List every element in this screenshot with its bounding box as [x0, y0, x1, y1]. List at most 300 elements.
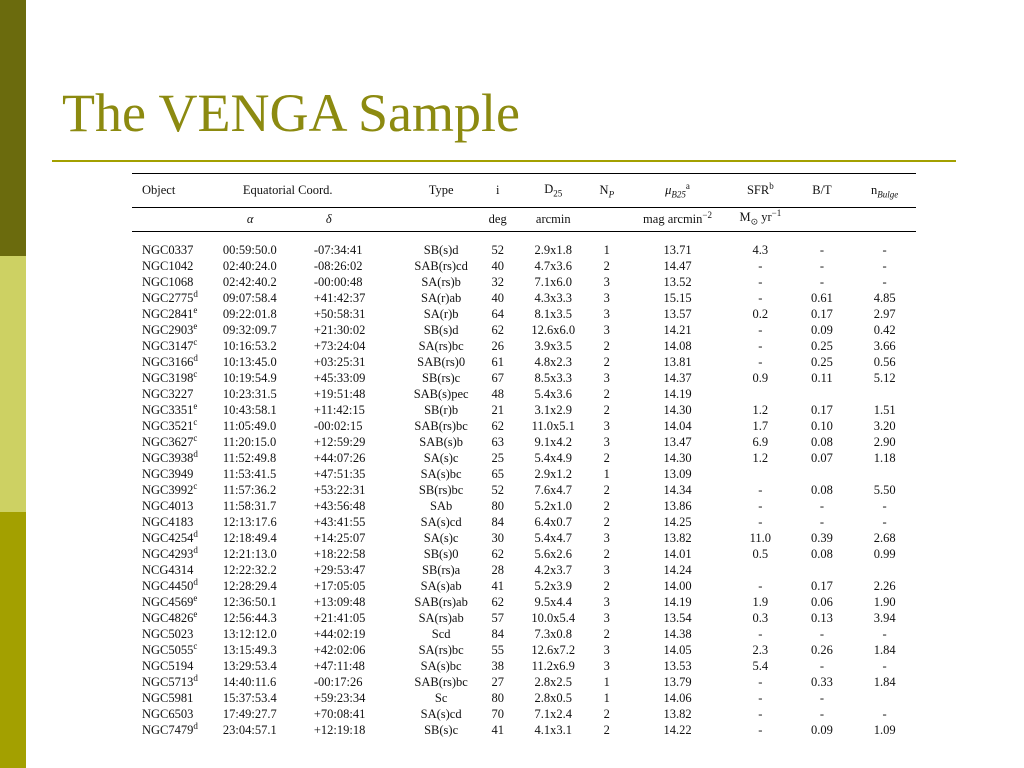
object-name: NGC5194 — [142, 659, 194, 673]
cell-type: SA(rs)ab — [418, 611, 464, 625]
cell-object — [132, 306, 223, 322]
units-object-empty — [132, 207, 223, 231]
cell-mu: 14.37 — [663, 371, 692, 385]
cell-sfr: - — [758, 483, 763, 497]
object-name: NGC3992 — [142, 483, 194, 497]
cell-d25: 9.1x4.2 — [534, 435, 573, 449]
cell-type: SA(s)bc — [420, 659, 462, 673]
cell-ra: 12:22:32.2 — [222, 563, 277, 577]
cell-ra: 02:42:40.2 — [222, 275, 277, 289]
cell-np: 1 — [603, 243, 610, 257]
cell-ra: 11:05:49.0 — [222, 419, 277, 433]
cell-np: 3 — [603, 371, 610, 385]
cell-ra: 13:15:49.3 — [222, 643, 277, 657]
cell-ra: 17:49:27.7 — [222, 707, 277, 721]
cell-dec: +42:02:06 — [313, 643, 366, 657]
cell-dec: +41:42:37 — [313, 291, 366, 305]
units-alpha: α — [246, 211, 254, 226]
object-name: NGC4569 — [142, 595, 194, 609]
cell-object — [132, 546, 223, 562]
cell-np: 2 — [603, 387, 610, 401]
cell-mu: 14.30 — [663, 403, 692, 417]
cell-type: SAB(rs)cd — [414, 259, 468, 273]
cell-ra: 09:32:09.7 — [222, 323, 277, 337]
cell-nbulge: 4.85 — [873, 291, 896, 305]
cell-sfr: - — [758, 675, 763, 689]
cell-ra: 12:21:13.0 — [222, 547, 277, 561]
cell-bt: 0.07 — [811, 451, 833, 465]
cell-sfr: 6.9 — [752, 435, 769, 449]
cell-type: Scd — [431, 627, 451, 641]
table-row — [132, 642, 916, 658]
cell-dec: +53:22:31 — [313, 483, 366, 497]
sidebar-segment-mid — [0, 512, 26, 768]
cell-type: SB(s)d — [423, 243, 459, 257]
cell-ra: 00:59:50.0 — [222, 243, 277, 257]
cell-d25: 4.8x2.3 — [534, 355, 573, 369]
cell-object — [132, 578, 223, 594]
cell-np: 2 — [603, 515, 610, 529]
cell-object — [132, 482, 223, 498]
cell-mu: 13.09 — [663, 467, 692, 481]
col-header-d25 — [518, 173, 589, 207]
cell-object — [132, 418, 223, 434]
col-header-mu — [625, 173, 730, 207]
object-name: NGC5713 — [142, 675, 194, 689]
object-note-superscript: c — [193, 640, 198, 651]
cell-object — [132, 722, 223, 738]
table-row — [132, 338, 916, 354]
table-row — [132, 546, 916, 562]
table-row — [132, 498, 916, 514]
object-name: NCG4314 — [142, 563, 194, 577]
cell-object — [132, 258, 223, 274]
cell-nbulge: 2.68 — [873, 531, 896, 545]
cell-nbulge — [853, 466, 916, 482]
cell-bt: - — [819, 707, 825, 721]
cell-mu: 14.19 — [663, 387, 692, 401]
object-name: NGC1068 — [142, 275, 194, 289]
table-row — [132, 578, 916, 594]
cell-dec: +43:41:55 — [313, 515, 366, 529]
cell-d25: 4.1x3.1 — [534, 723, 573, 737]
object-note-superscript: c — [193, 480, 198, 491]
cell-dec: +12:19:18 — [313, 723, 366, 737]
cell-object — [132, 386, 223, 402]
cell-object — [132, 562, 223, 578]
cell-d25: 10.0x5.4 — [531, 611, 576, 625]
cell-np: 3 — [603, 531, 610, 545]
col-header-object: Object — [142, 182, 176, 197]
cell-dec: +73:24:04 — [313, 339, 366, 353]
cell-object — [132, 610, 223, 626]
cell-sfr: 5.4 — [752, 659, 769, 673]
object-note-superscript: c — [193, 416, 198, 427]
cell-np: 2 — [603, 403, 610, 417]
cell-sfr: 1.2 — [752, 403, 769, 417]
cell-bt: 0.09 — [811, 323, 833, 337]
cell-mu: 13.53 — [663, 659, 692, 673]
object-name: NGC4013 — [142, 499, 194, 513]
cell-sfr: - — [758, 323, 763, 337]
cell-ra: 09:22:01.8 — [222, 307, 277, 321]
units-i: deg — [488, 211, 507, 226]
cell-d25: 3.9x3.5 — [534, 339, 573, 353]
cell-ra: 10:13:45.0 — [222, 355, 277, 369]
cell-type: SB(s)c — [424, 723, 459, 737]
sfr-unit-superscript: −1 — [771, 208, 782, 219]
sfr-unit-sun: ⊙ — [750, 216, 759, 227]
cell-sfr: - — [758, 259, 763, 273]
cell-np: 3 — [603, 435, 610, 449]
units-sfr — [730, 207, 791, 231]
cell-sfr: - — [758, 627, 763, 641]
cell-inclination: 84 — [491, 627, 504, 641]
cell-type: SB(rs)bc — [418, 483, 464, 497]
units-delta: δ — [325, 211, 332, 226]
cell-bt: 0.39 — [811, 531, 833, 545]
cell-object — [132, 338, 223, 354]
cell-d25: 8.5x3.3 — [534, 371, 573, 385]
cell-object — [132, 498, 223, 514]
cell-d25: 9.5x4.4 — [534, 595, 573, 609]
object-note-superscript: c — [193, 432, 198, 443]
cell-np: 3 — [603, 563, 610, 577]
table-row — [132, 386, 916, 402]
cell-mu: 13.71 — [663, 243, 692, 257]
cell-inclination: 41 — [491, 723, 504, 737]
cell-inclination: 52 — [491, 243, 504, 257]
cell-sfr: 1.9 — [752, 595, 769, 609]
cell-sfr: - — [758, 723, 763, 737]
table-row — [132, 706, 916, 722]
cell-ra: 11:20:15.0 — [222, 435, 277, 449]
cell-bt: 0.08 — [811, 483, 833, 497]
cell-inclination: 62 — [491, 419, 504, 433]
units-type-empty — [405, 207, 478, 231]
object-note-superscript: e — [193, 320, 198, 331]
table-row — [132, 274, 916, 290]
cell-bt: - — [819, 659, 825, 673]
cell-d25: 5.2x3.9 — [534, 579, 573, 593]
cell-nbulge: 0.56 — [873, 355, 896, 369]
cell-d25: 7.3x0.8 — [534, 627, 573, 641]
cell-ra: 12:13:17.6 — [222, 515, 277, 529]
cell-bt: - — [819, 691, 825, 705]
cell-d25: 8.1x3.5 — [534, 307, 573, 321]
cell-inclination: 52 — [491, 483, 504, 497]
col-header-nbulge — [853, 173, 916, 207]
sfr-superscript: b — [769, 180, 774, 191]
cell-object — [132, 322, 223, 338]
cell-np: 2 — [603, 547, 610, 561]
table-row — [132, 242, 916, 258]
object-name: NGC3147 — [142, 339, 194, 353]
cell-nbulge: 1.09 — [873, 723, 896, 737]
cell-dec: +13:09:48 — [313, 595, 366, 609]
cell-dec: +11:42:15 — [313, 403, 365, 417]
cell-inclination: 38 — [491, 659, 504, 673]
cell-bt: 0.17 — [811, 579, 833, 593]
cell-inclination: 25 — [491, 451, 504, 465]
cell-sfr: - — [758, 707, 763, 721]
object-name: NGC5023 — [142, 627, 194, 641]
cell-ra: 11:58:31.7 — [222, 499, 277, 513]
table-row — [132, 402, 916, 418]
cell-np: 2 — [603, 627, 610, 641]
cell-inclination: 80 — [491, 499, 504, 513]
cell-dec: -08:26:02 — [313, 259, 363, 273]
title-underline — [52, 160, 956, 162]
cell-d25: 12.6x7.2 — [531, 643, 576, 657]
object-note-superscript: e — [193, 608, 198, 619]
object-name: NGC3627 — [142, 435, 194, 449]
object-name: NGC3949 — [142, 467, 194, 481]
cell-nbulge: - — [882, 707, 887, 721]
cell-bt: - — [819, 627, 825, 641]
cell-sfr: 0.2 — [752, 307, 769, 321]
object-name: NGC4450 — [142, 579, 194, 593]
cell-sfr: 4.3 — [752, 243, 769, 257]
cell-sfr: - — [758, 515, 763, 529]
cell-sfr: - — [758, 339, 763, 353]
np-subscript: P — [608, 189, 615, 199]
cell-type: SB(rs)c — [422, 371, 461, 385]
table-row — [132, 562, 916, 578]
cell-sfr: 0.3 — [752, 611, 769, 625]
cell-dec: +59:23:34 — [313, 691, 366, 705]
cell-object — [132, 242, 223, 258]
nbulge-label: n — [871, 182, 878, 197]
cell-bt: 0.08 — [811, 547, 833, 561]
table-row — [132, 434, 916, 450]
cell-bt: 0.10 — [811, 419, 833, 433]
cell-type: Sc — [434, 691, 448, 705]
cell-bt: - — [819, 259, 825, 273]
object-note-superscript: e — [193, 400, 198, 411]
cell-ra: 13:12:12.0 — [222, 627, 277, 641]
object-name: NGC7479 — [142, 723, 194, 737]
cell-np: 3 — [603, 323, 610, 337]
cell-object — [132, 290, 223, 306]
cell-np: 2 — [603, 499, 610, 513]
cell-ra: 11:57:36.2 — [222, 483, 277, 497]
object-note-superscript: d — [193, 448, 198, 459]
cell-np: 2 — [603, 707, 610, 721]
table-row — [132, 482, 916, 498]
cell-inclination: 67 — [491, 371, 504, 385]
cell-ra: 12:28:29.4 — [222, 579, 277, 593]
cell-inclination: 28 — [491, 563, 504, 577]
col-header-type: Type — [428, 182, 454, 197]
cell-inclination: 64 — [491, 307, 504, 321]
units-bt-empty — [791, 207, 854, 231]
d25-subscript: 25 — [553, 188, 563, 199]
cell-inclination: 32 — [491, 275, 504, 289]
cell-dec: +44:07:26 — [313, 451, 366, 465]
cell-ra: 10:16:53.2 — [222, 339, 277, 353]
cell-object — [132, 274, 223, 290]
cell-d25: 2.9x1.8 — [534, 243, 573, 257]
cell-d25: 2.8x2.5 — [534, 675, 573, 689]
table-row — [132, 258, 916, 274]
cell-np: 2 — [603, 579, 610, 593]
cell-nbulge: 0.42 — [873, 323, 896, 337]
cell-np: 3 — [603, 419, 610, 433]
cell-object — [132, 706, 223, 722]
object-name: NGC5055 — [142, 643, 194, 657]
cell-nbulge: 1.84 — [873, 643, 896, 657]
cell-inclination: 21 — [491, 403, 504, 417]
cell-ra: 11:53:41.5 — [222, 467, 277, 481]
cell-mu: 14.01 — [663, 547, 692, 561]
cell-object — [132, 402, 223, 418]
cell-d25: 2.8x0.5 — [534, 691, 573, 705]
cell-dec: +50:58:31 — [313, 307, 366, 321]
cell-dec: -00:02:15 — [313, 419, 363, 433]
cell-ra: 09:07:58.4 — [222, 291, 277, 305]
cell-d25: 4.3x3.3 — [534, 291, 573, 305]
cell-type: SB(r)b — [424, 403, 459, 417]
cell-d25: 4.7x3.6 — [534, 259, 573, 273]
cell-type: SA(s)c — [423, 531, 459, 545]
cell-type: SB(s)0 — [423, 547, 459, 561]
sfr-unit-m: M — [739, 210, 751, 225]
cell-type: SAB(rs)bc — [414, 675, 468, 689]
cell-dec: +45:33:09 — [313, 371, 366, 385]
cell-mu: 13.54 — [663, 611, 692, 625]
cell-type: SA(r)ab — [421, 291, 462, 305]
cell-mu: 14.38 — [663, 627, 692, 641]
units-nbulge-empty — [853, 207, 916, 231]
cell-dec: +44:02:19 — [313, 627, 366, 641]
cell-object — [132, 626, 223, 642]
cell-mu: 14.34 — [663, 483, 692, 497]
cell-d25: 11.0x5.1 — [531, 419, 575, 433]
cell-np: 2 — [603, 483, 610, 497]
col-header-coord: Equatorial Coord. — [242, 182, 333, 197]
col-header-i: i — [495, 182, 500, 197]
cell-inclination: 55 — [491, 643, 504, 657]
cell-inclination: 62 — [491, 323, 504, 337]
cell-np: 3 — [603, 611, 610, 625]
cell-bt: 0.09 — [811, 723, 833, 737]
cell-d25: 11.2x6.9 — [531, 659, 575, 673]
table-row — [132, 674, 916, 690]
table-spacer — [132, 231, 916, 242]
cell-nbulge: - — [882, 627, 887, 641]
cell-sfr: - — [758, 355, 763, 369]
cell-mu: 14.04 — [663, 419, 692, 433]
cell-nbulge: - — [882, 259, 887, 273]
cell-inclination: 62 — [491, 547, 504, 561]
cell-object — [132, 642, 223, 658]
object-name: NGC0337 — [142, 243, 194, 257]
cell-bt — [791, 466, 854, 482]
cell-nbulge: 0.99 — [873, 547, 896, 561]
cell-bt — [791, 386, 854, 402]
cell-sfr: - — [758, 499, 763, 513]
sidebar-segment-dark — [0, 0, 26, 256]
cell-nbulge: 5.12 — [873, 371, 896, 385]
mu-unit-superscript: −2 — [702, 209, 712, 220]
cell-type: SAB(s)b — [419, 435, 464, 449]
cell-type: SA(s)cd — [420, 515, 462, 529]
cell-inclination: 70 — [491, 707, 504, 721]
cell-mu: 13.86 — [663, 499, 692, 513]
cell-d25: 5.4x4.9 — [534, 451, 573, 465]
cell-dec: +19:51:48 — [313, 387, 366, 401]
cell-object — [132, 466, 223, 482]
cell-nbulge: - — [882, 515, 887, 529]
cell-nbulge: 1.51 — [873, 403, 896, 417]
cell-bt: 0.11 — [811, 371, 833, 385]
cell-type: SA(r)b — [423, 307, 459, 321]
sfr-label: SFR — [746, 182, 770, 197]
object-note-superscript: d — [193, 544, 198, 555]
cell-nbulge: - — [882, 659, 887, 673]
cell-d25: 4.2x3.7 — [534, 563, 573, 577]
mu-label: μ — [665, 182, 672, 197]
cell-object — [132, 594, 223, 610]
cell-mu: 14.21 — [663, 323, 692, 337]
cell-np: 3 — [603, 291, 610, 305]
cell-inclination: 48 — [491, 387, 504, 401]
cell-dec: +14:25:07 — [313, 531, 366, 545]
cell-np: 3 — [603, 659, 610, 673]
cell-inclination: 57 — [491, 611, 504, 625]
cell-object — [132, 690, 223, 706]
cell-type: SB(rs)a — [422, 563, 461, 577]
cell-mu: 13.82 — [663, 531, 692, 545]
cell-d25: 7.1x6.0 — [534, 275, 573, 289]
cell-object — [132, 658, 223, 674]
object-note-superscript: d — [193, 576, 198, 587]
object-name: NGC3351 — [142, 403, 194, 417]
object-name: NGC4254 — [142, 531, 194, 545]
sidebar-decoration — [0, 0, 26, 768]
cell-dec: +03:25:31 — [313, 355, 366, 369]
cell-inclination: 80 — [491, 691, 504, 705]
table-row — [132, 722, 916, 738]
object-name: NGC2903 — [142, 323, 194, 337]
cell-type: SA(s)ab — [420, 579, 462, 593]
cell-object — [132, 434, 223, 450]
cell-bt: 0.08 — [811, 435, 833, 449]
cell-dec: +29:53:47 — [313, 563, 366, 577]
table-row — [132, 354, 916, 370]
cell-mu: 14.25 — [663, 515, 692, 529]
table-row — [132, 514, 916, 530]
cell-ra: 10:19:54.9 — [222, 371, 277, 385]
cell-bt: - — [819, 243, 825, 257]
cell-ra: 15:37:53.4 — [222, 691, 277, 705]
object-name: NGC4183 — [142, 515, 194, 529]
cell-bt: 0.61 — [811, 291, 833, 305]
cell-ra: 10:43:58.1 — [222, 403, 277, 417]
cell-mu: 14.19 — [663, 595, 692, 609]
cell-dec: +21:30:02 — [313, 323, 366, 337]
cell-sfr — [730, 386, 791, 402]
cell-np: 3 — [603, 275, 610, 289]
units-np-empty — [589, 207, 625, 231]
object-note-superscript: d — [193, 288, 198, 299]
cell-sfr: 0.5 — [752, 547, 769, 561]
cell-bt: - — [819, 515, 825, 529]
cell-dec: -00:00:48 — [313, 275, 363, 289]
cell-sfr: 1.2 — [752, 451, 769, 465]
cell-ra: 12:18:49.4 — [222, 531, 277, 545]
